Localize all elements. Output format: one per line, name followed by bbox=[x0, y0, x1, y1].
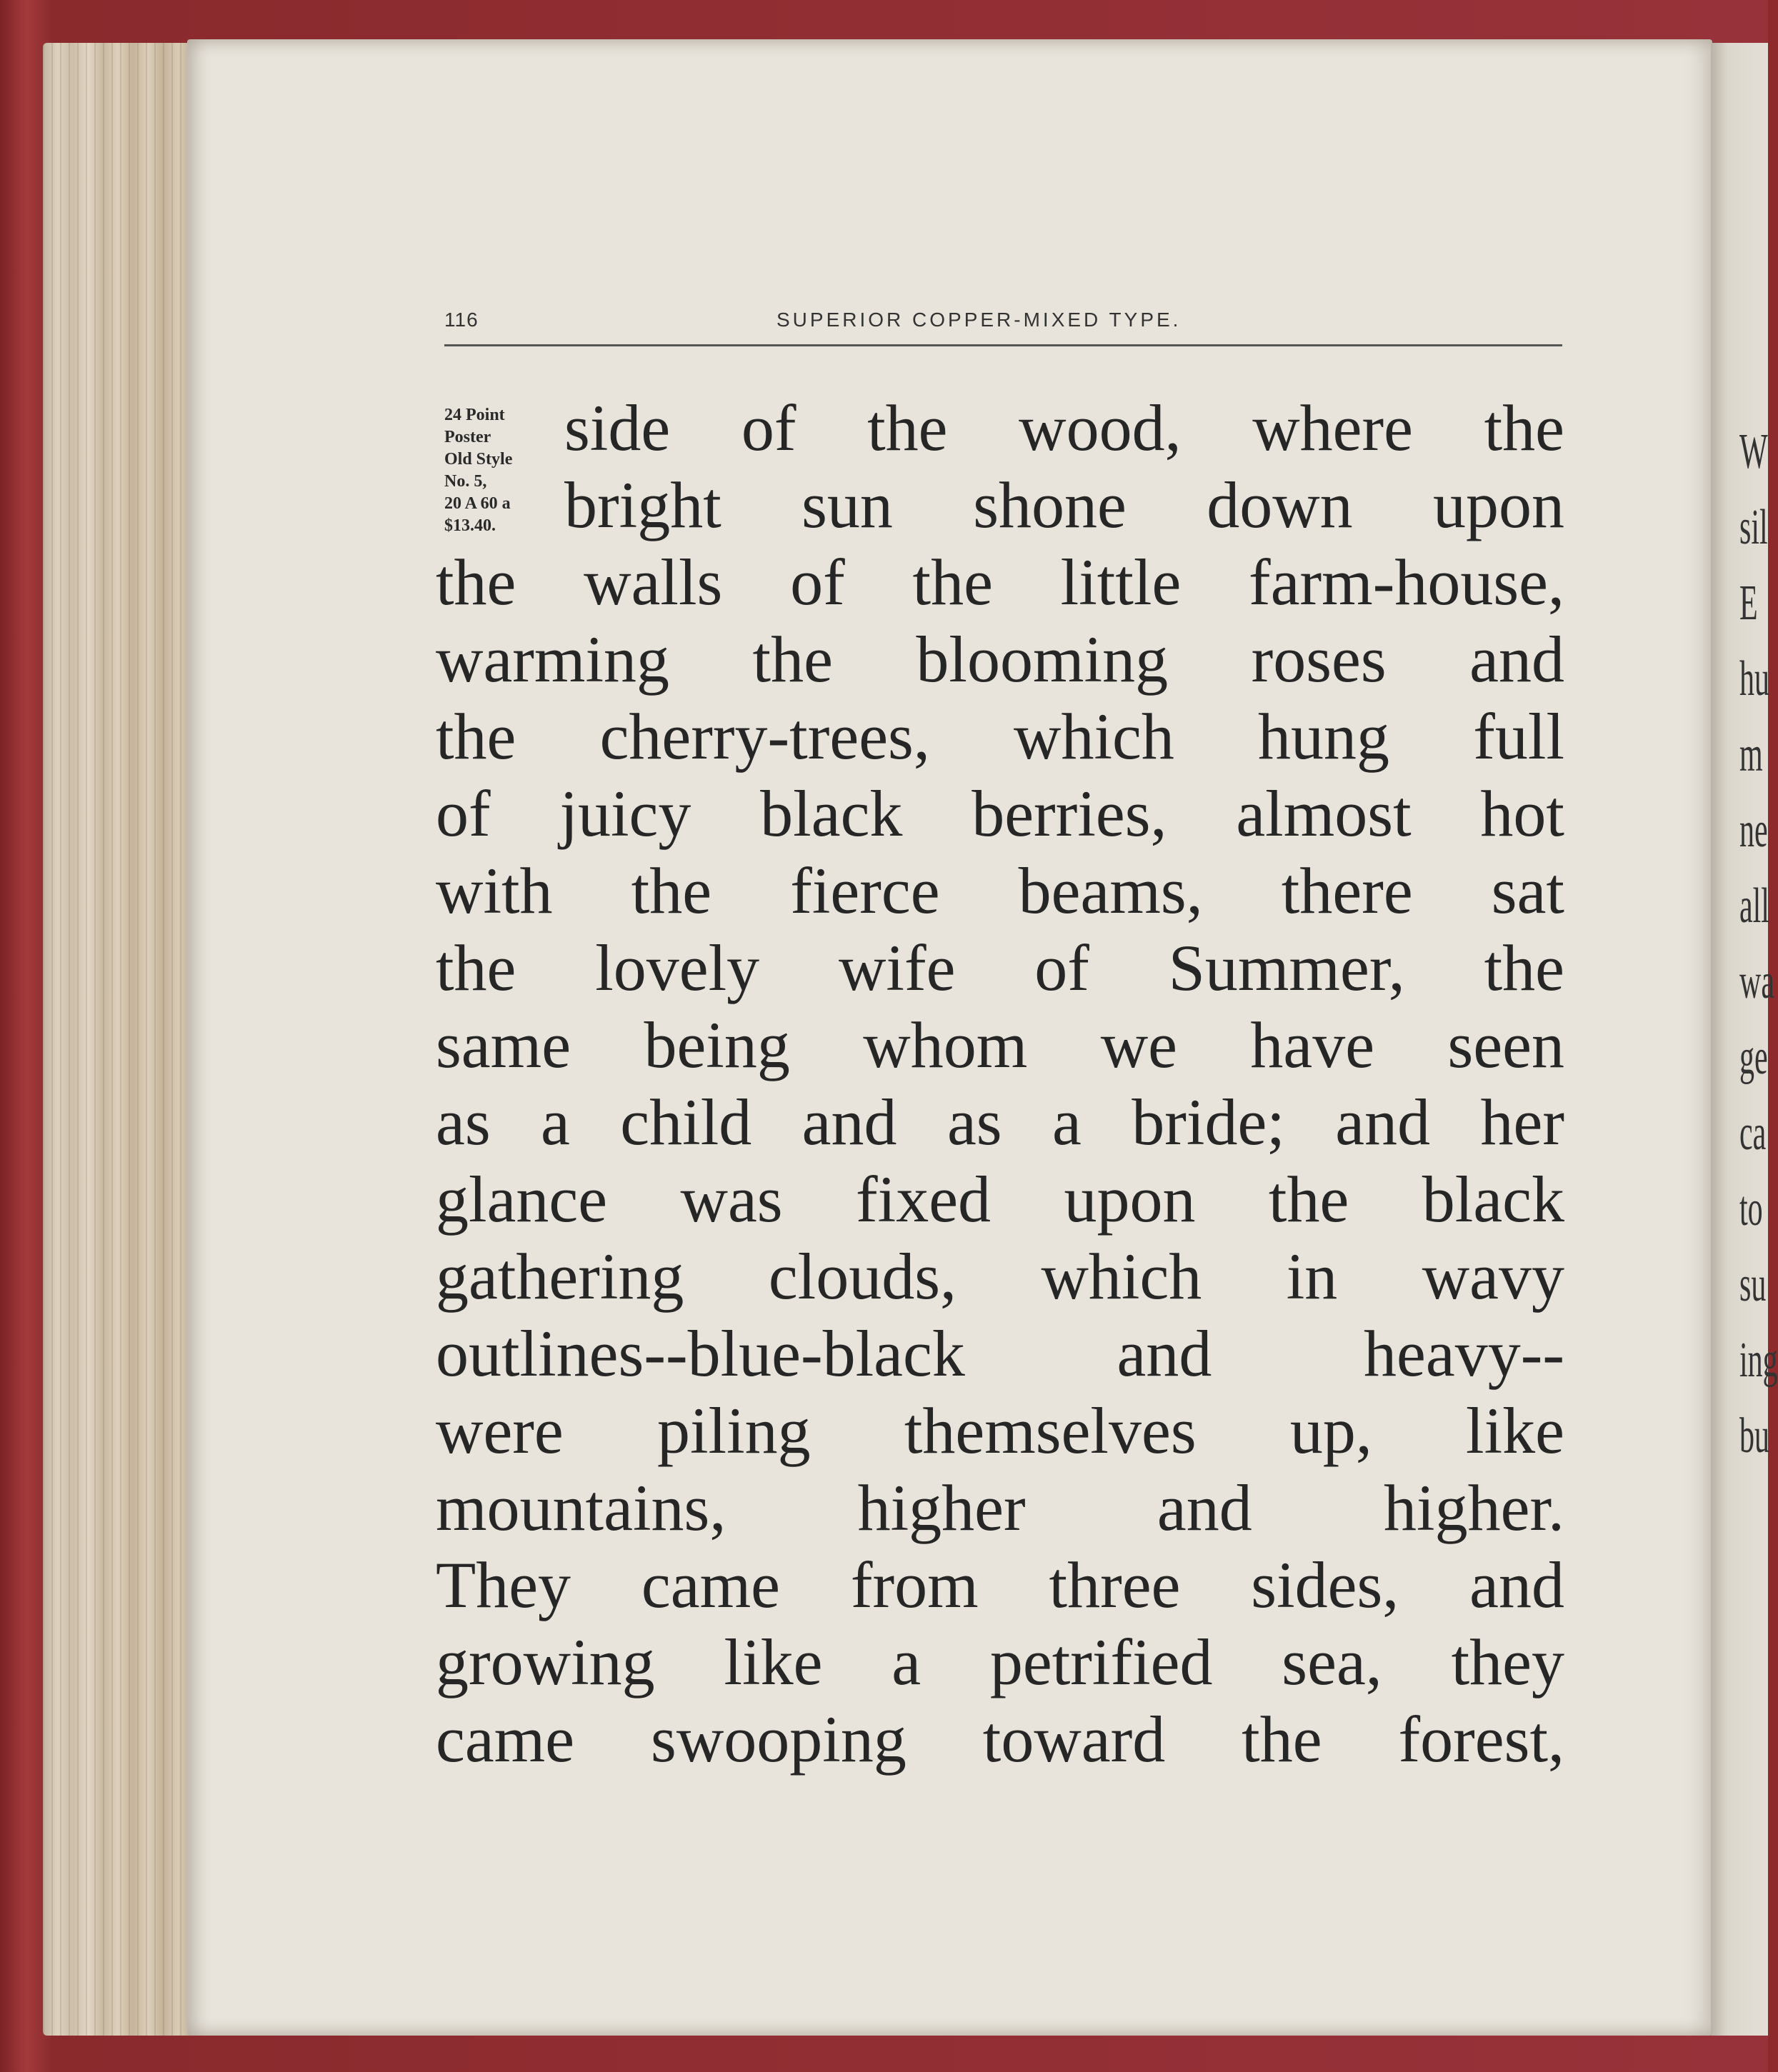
text-line: They came from three sides, and bbox=[436, 1548, 1564, 1621]
text-line: same being whom we have seen bbox=[436, 1009, 1564, 1081]
page-edges-left bbox=[43, 43, 193, 2036]
specimen-label bbox=[444, 404, 551, 537]
text-line: the cherry-trees, which hung full bbox=[436, 700, 1564, 773]
text-line: were piling themselves up, like bbox=[436, 1394, 1564, 1467]
specimen-price: $13.40. bbox=[444, 516, 496, 535]
text-line: side of the wood, where the bbox=[564, 391, 1564, 464]
specimen-name-2: Old Style bbox=[444, 450, 513, 469]
text-line: bright sun shone down upon bbox=[564, 469, 1564, 541]
specimen-name-1: Poster bbox=[444, 428, 491, 446]
specimen-size: 24 Point bbox=[444, 406, 505, 424]
specimen-font-count: 20 A 60 a bbox=[444, 494, 511, 513]
text-line: glance was fixed upon the black bbox=[436, 1163, 1564, 1236]
page-header bbox=[444, 309, 1562, 346]
running-head: SUPERIOR COPPER-MIXED TYPE. bbox=[776, 309, 1182, 331]
text-line: outlines--blue-black and heavy-- bbox=[436, 1317, 1564, 1390]
text-line: mountains, higher and higher. bbox=[436, 1471, 1564, 1544]
facing-page-edge bbox=[1711, 43, 1778, 2036]
text-line: came swooping toward the forest, bbox=[436, 1703, 1564, 1776]
facing-page-text: W sil E hu m ne all wa ge ca to su ing bu bbox=[1739, 424, 1778, 1463]
text-line: of juicy black berries, almost hot bbox=[436, 777, 1564, 850]
page-number: 116 bbox=[444, 309, 479, 331]
page-edge-lines bbox=[43, 43, 193, 2036]
specimen-number: No. 5, bbox=[444, 472, 487, 491]
text-line: with the fierce beams, there sat bbox=[436, 854, 1564, 927]
text-line: as a child and as a bride; and her bbox=[436, 1086, 1564, 1158]
text-line: the lovely wife of Summer, the bbox=[436, 931, 1564, 1004]
text-line: the walls of the little farm-house, bbox=[436, 546, 1564, 619]
text-line: growing like a petrified sea, they bbox=[436, 1626, 1564, 1698]
text-line: warming the blooming roses and bbox=[436, 623, 1564, 696]
text-line: gathering clouds, which in wavy bbox=[436, 1240, 1564, 1313]
